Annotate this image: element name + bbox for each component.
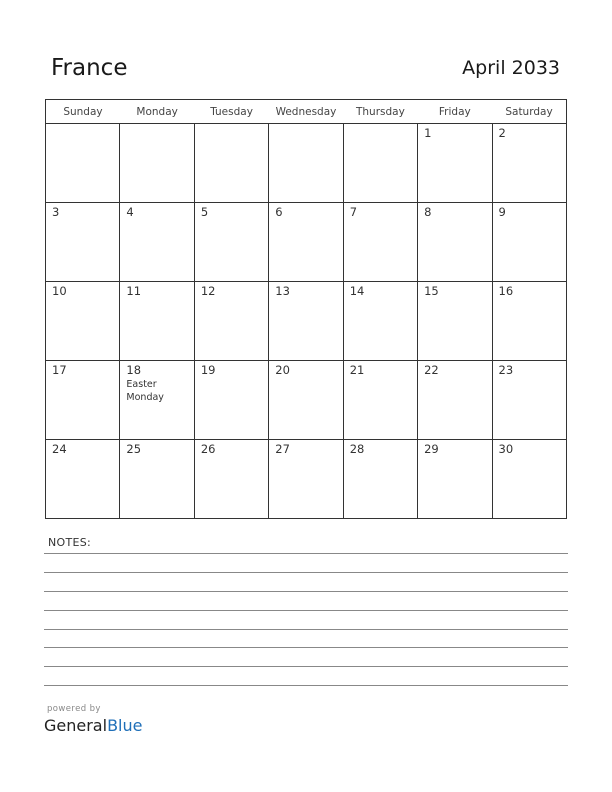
day-cell xyxy=(120,282,194,361)
day-number: 1 xyxy=(424,126,432,140)
day-cell xyxy=(343,361,417,440)
day-cell xyxy=(343,203,417,282)
day-cell xyxy=(46,282,120,361)
day-cell xyxy=(492,203,566,282)
day-number: 21 xyxy=(349,363,365,377)
weekday-monday: Monday xyxy=(120,100,194,124)
day-number: 16 xyxy=(498,284,514,298)
day-cell xyxy=(492,282,566,361)
day-number: 30 xyxy=(498,442,514,456)
weekday-tuesday: Tuesday xyxy=(194,100,268,124)
day-cell xyxy=(492,440,566,519)
day-number: 24 xyxy=(52,442,67,456)
day-cell xyxy=(194,440,268,519)
day-number: 23 xyxy=(498,363,514,377)
weekday-saturday: Saturday xyxy=(492,100,566,124)
notes-line xyxy=(44,647,568,648)
day-number: 14 xyxy=(349,284,365,298)
day-number: 22 xyxy=(424,363,439,377)
day-cell xyxy=(194,361,268,440)
day-cell xyxy=(194,282,268,361)
brand-logo xyxy=(44,716,142,735)
day-number: 7 xyxy=(349,205,358,219)
day-cell xyxy=(46,203,120,282)
day-cell xyxy=(418,203,492,282)
weekday-sunday: Sunday xyxy=(46,100,120,124)
day-number: 6 xyxy=(275,205,283,219)
day-number: 10 xyxy=(52,284,67,298)
day-number: 2 xyxy=(498,126,506,140)
week-row xyxy=(46,203,567,282)
day-number: 9 xyxy=(498,205,506,219)
day-cell xyxy=(120,203,194,282)
brand-name-blue: Blue xyxy=(107,716,143,735)
week-row xyxy=(46,282,567,361)
week-row xyxy=(46,361,567,440)
week-row xyxy=(46,124,567,203)
day-number: 4 xyxy=(126,205,134,219)
day-cell xyxy=(46,124,120,203)
day-cell xyxy=(194,124,268,203)
notes-line xyxy=(44,572,568,573)
day-number: 26 xyxy=(200,442,216,456)
holiday-label: Monday xyxy=(126,392,164,403)
day-cell xyxy=(194,203,268,282)
day-cell xyxy=(120,440,194,519)
day-number: 15 xyxy=(424,284,439,298)
day-cell xyxy=(269,203,343,282)
day-number: 8 xyxy=(424,205,432,219)
notes-label: NOTES: xyxy=(48,536,92,549)
day-number: 19 xyxy=(200,363,216,377)
day-number: 27 xyxy=(275,442,290,456)
day-cell xyxy=(343,124,417,203)
day-cell xyxy=(46,440,120,519)
day-number: 28 xyxy=(349,442,365,456)
notes-line xyxy=(44,591,568,592)
day-cell xyxy=(269,282,343,361)
day-number: 17 xyxy=(52,363,67,377)
day-cell xyxy=(120,361,194,440)
day-cell xyxy=(418,282,492,361)
day-cell xyxy=(343,282,417,361)
day-number: 29 xyxy=(424,442,439,456)
calendar-grid xyxy=(45,99,567,519)
notes-line xyxy=(44,553,568,554)
brand-name-general: General xyxy=(44,716,108,735)
day-cell xyxy=(269,440,343,519)
notes-line xyxy=(44,629,568,630)
day-cell xyxy=(418,440,492,519)
notes-line xyxy=(44,666,568,667)
day-cell xyxy=(418,124,492,203)
day-cell xyxy=(46,361,120,440)
day-cell xyxy=(343,440,417,519)
day-cell xyxy=(269,361,343,440)
day-cell xyxy=(120,124,194,203)
notes-line xyxy=(44,685,568,686)
weekday-thursday: Thursday xyxy=(343,100,417,124)
day-cell xyxy=(492,361,566,440)
powered-by-text: powered by xyxy=(47,704,101,714)
weekday-wednesday: Wednesday xyxy=(269,100,343,124)
day-number: 18 xyxy=(126,363,142,377)
day-number: 20 xyxy=(275,363,290,377)
day-cell xyxy=(269,124,343,203)
day-number: 11 xyxy=(126,284,142,298)
day-cell xyxy=(492,124,566,203)
day-number: 12 xyxy=(200,284,216,298)
day-number: 5 xyxy=(200,205,209,219)
day-cell xyxy=(418,361,492,440)
weekday-header-row xyxy=(46,100,567,124)
notes-line xyxy=(44,610,568,611)
week-row xyxy=(46,440,567,519)
day-number: 13 xyxy=(275,284,290,298)
day-number: 25 xyxy=(126,442,142,456)
weekday-friday: Friday xyxy=(418,100,492,124)
country-title: France xyxy=(51,55,128,81)
day-number: 3 xyxy=(52,205,60,219)
month-title: April 2033 xyxy=(462,57,560,79)
holiday-label: Easter xyxy=(126,379,157,390)
